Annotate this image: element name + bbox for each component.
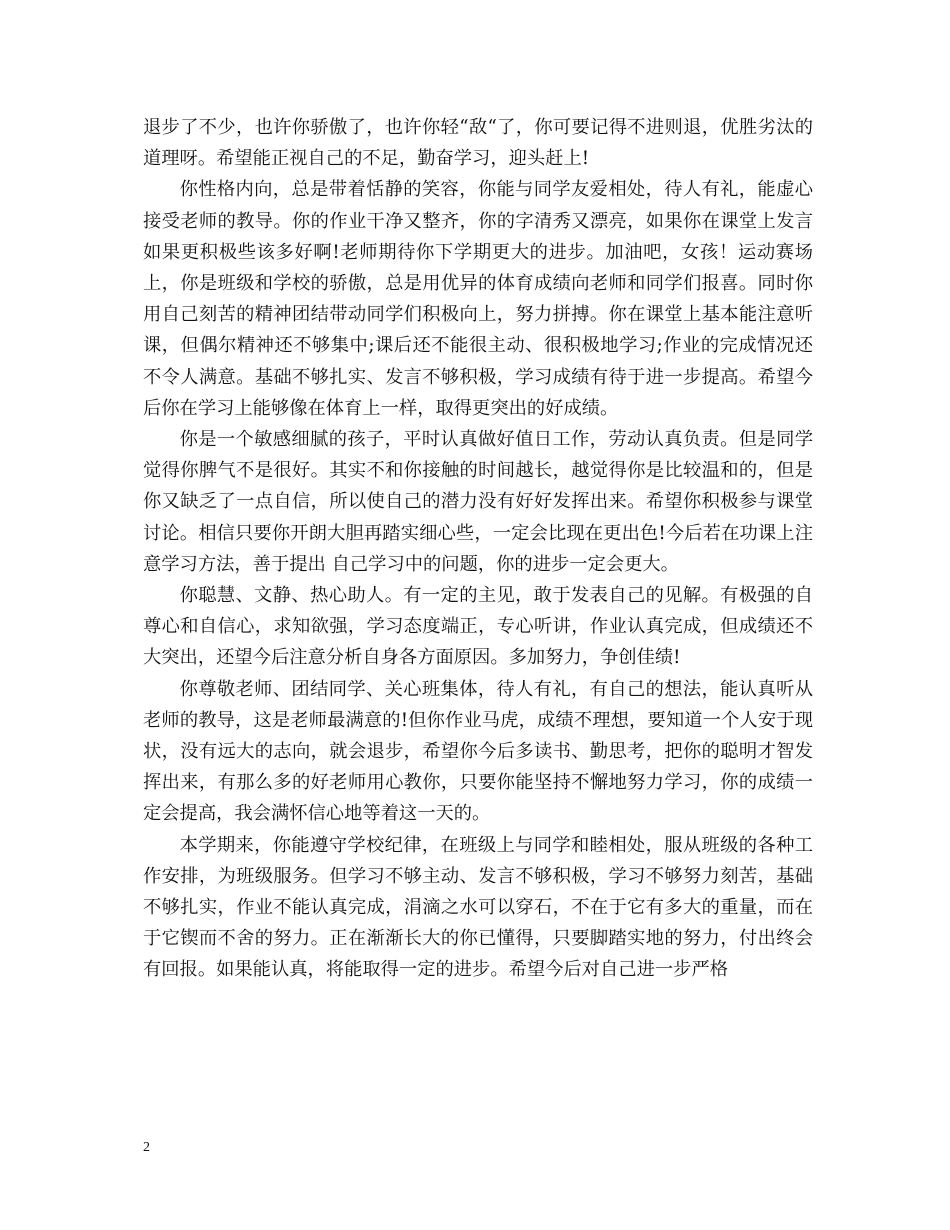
paragraph-1: 退步了不少，也许你骄傲了，也许你轻“敌“了，你可要记得不进则退，优胜劣汰的道理呀。希望能正视自己的不足，勤奋学习，迎头赶上! — [143, 117, 813, 170]
paragraph-6: 本学期来，你能遵守学校纪律，在班级上与同学和睦相处，服从班级的各种工作安排，为班级服务。但学习不够主动、发言不够积极，学习不够努力刻苦，基础不够扎实，作业不能认真完成，涓滴之水可以穿石，不在于它有多大的重量，而在于它锲而不舍的努力。正在渐渐长大的你已懂得，只要脚踏实地的努力，付出终会有回报。如果能认真，将能取得一定的进步。希望今后对自己进一步严格 — [143, 834, 813, 981]
paragraph-4: 你聪慧、文静、热心助人。有一定的主见，敢于发表自己的见解。有极强的自尊心和自信心，求知欲强，学习态度端正，专心听讲，作业认真完成，但成绩还不大突出，还望今后注意分析自身各方面原因。多加努力，争创佳绩! — [143, 585, 813, 669]
page-number: 2 — [143, 1140, 150, 1155]
paragraph-2: 你性格内向，总是带着恬静的笑容，你能与同学友爱相处，待人有礼，能虚心接受老师的教导。你的作业干净又整齐，你的字清秀又漂亮，如果你在课堂上发言如果更积极些该多好啊!老师期待你下学期更大的进步。加油吧，女孩！运动赛场上，你是班级和学校的骄傲，总是用优异的体育成绩向老师和同学们报喜。同时你用自己刻苦的精神团结带动同学们积极向上，努力拼搏。你在课堂上基本能注意听课，但偶尔精神还不够集中;课后还不能很主动、很积极地学习;作业的完成情况还不令人满意。基础不够扎实、发言不够积极，学习成绩有待于进一步提高。希望今后你在学习上能够像在体育上一样，取得更突出的好成绩。 — [143, 179, 813, 419]
paragraph-5: 你尊敬老师、团结同学、关心班集体，待人有礼，有自己的想法，能认真听从老师的教导，这是老师最满意的!但你作业马虎，成绩不理想，要知道一个人安于现状，没有远大的志向，就会退步，希望你今后多读书、勤思考，把你的聪明才智发挥出来，有那么多的好老师用心教你，只要你能坚持不懈地努力学习，你的成绩一定会提高，我会满怀信心地等着这一天的。 — [143, 678, 813, 825]
document-body — [143, 112, 813, 986]
paragraph-3: 你是一个敏感细腻的孩子，平时认真做好值日工作，劳动认真负责。但是同学觉得你脾气不是很好。其实不和你接触的时间越长，越觉得你是比较温和的，但是你又缺乏了一点自信，所以使自己的潜力没有好好发挥出来。希望你积极参与课堂讨论。相信只要你开朗大胆再踏实细心些，一定会比现在更出色!今后若在功课上注意学习方法，善于提出 自己学习中的问题，你的进步一定会更大。 — [143, 429, 813, 575]
